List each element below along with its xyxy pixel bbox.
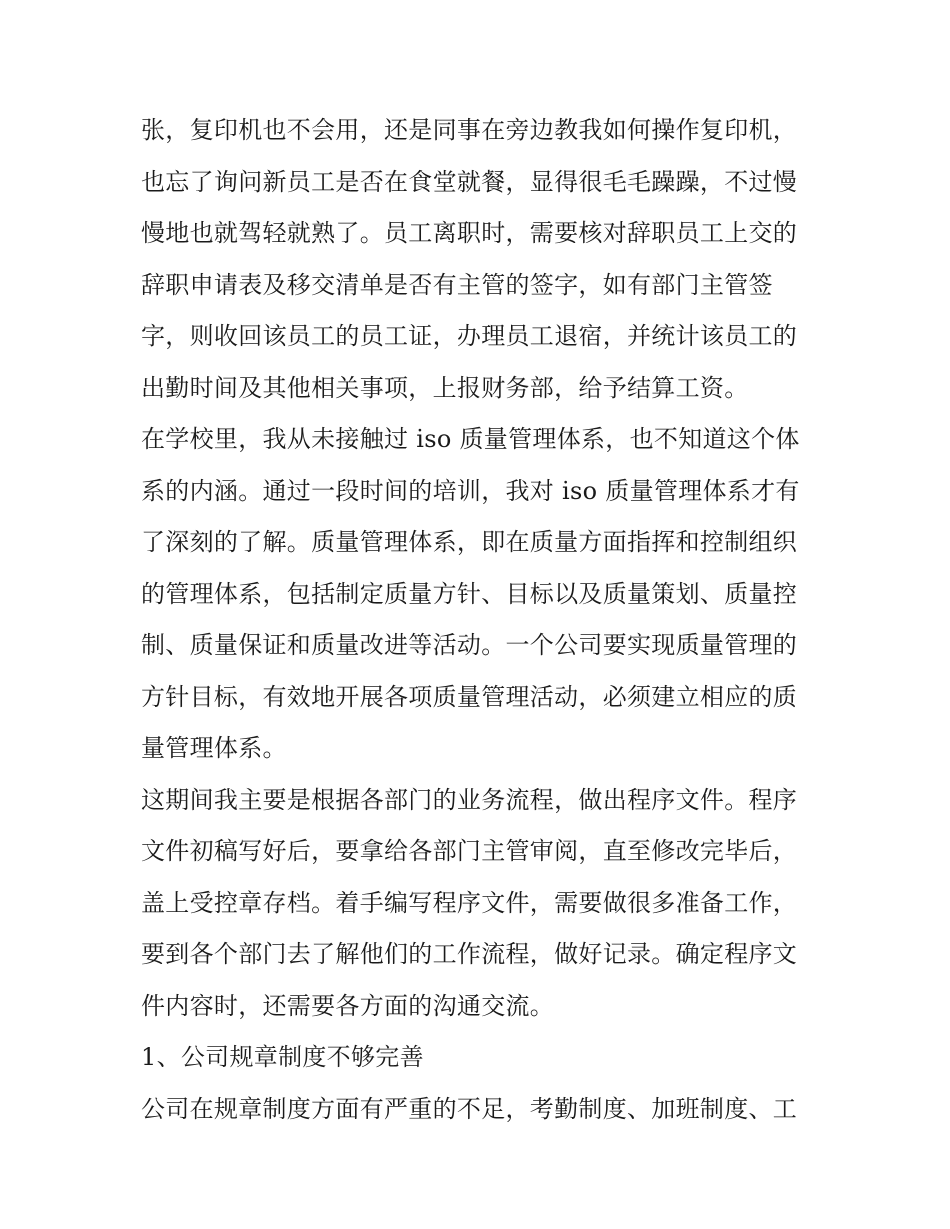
text-line: 字，则收回该员工的员工证，办理员工退宿，并统计该员工的 bbox=[141, 322, 798, 350]
text-line: 制、质量保证和质量改进等活动。一个公司要实现质量管理的 bbox=[141, 631, 798, 659]
text-line: 件内容时，还需要各方面的沟通交流。 bbox=[141, 991, 555, 1020]
text-line: 张，复印机也不会用，还是同事在旁边教我如何操作复印机， bbox=[141, 116, 798, 144]
text-line: 量管理体系。 bbox=[141, 734, 287, 762]
text-line: 慢地也就驾轻就熟了。员工离职时，需要核对辞职员工上交的 bbox=[141, 219, 798, 247]
text-line: 了深刻的了解。质量管理体系，即在质量方面指挥和控制组织 bbox=[141, 528, 798, 556]
text-line: 文件初稿写好后，要拿给各部门主管审阅，直至修改完毕后， bbox=[141, 837, 798, 865]
text-line: 也忘了询问新员工是否在食堂就餐，显得很毛毛躁躁，不过慢 bbox=[141, 167, 798, 196]
text-line: 的管理体系，包括制定质量方针、目标以及质量策划、质量控 bbox=[141, 579, 798, 608]
text-line: 出勤时间及其他相关事项，上报财务部，给予结算工资。 bbox=[141, 373, 749, 402]
text-line: 在学校里，我从未接触过 iso 质量管理体系，也不知道这个体 bbox=[141, 425, 800, 453]
document-body bbox=[141, 105, 821, 1135]
text-line: 这期间我主要是根据各部门的业务流程，做出程序文件。程序 bbox=[141, 785, 798, 814]
text-line: 系的内涵。通过一段时间的培训，我对 iso 质量管理体系才有 bbox=[141, 476, 800, 505]
text-line: 盖上受控章存档。着手编写程序文件，需要做很多准备工作， bbox=[141, 888, 798, 917]
section-heading: 1、公司规章制度不够完善 bbox=[141, 1043, 424, 1071]
text-line: 要到各个部门去了解他们的工作流程，做好记录。确定程序文 bbox=[141, 940, 798, 968]
text-line: 辞职申请表及移交清单是否有主管的签字，如有部门主管签 bbox=[141, 270, 773, 299]
text-line: 方针目标，有效地开展各项质量管理活动，必须建立相应的质 bbox=[141, 682, 798, 711]
text-line: 公司在规章制度方面有严重的不足，考勤制度、加班制度、工 bbox=[141, 1094, 798, 1123]
